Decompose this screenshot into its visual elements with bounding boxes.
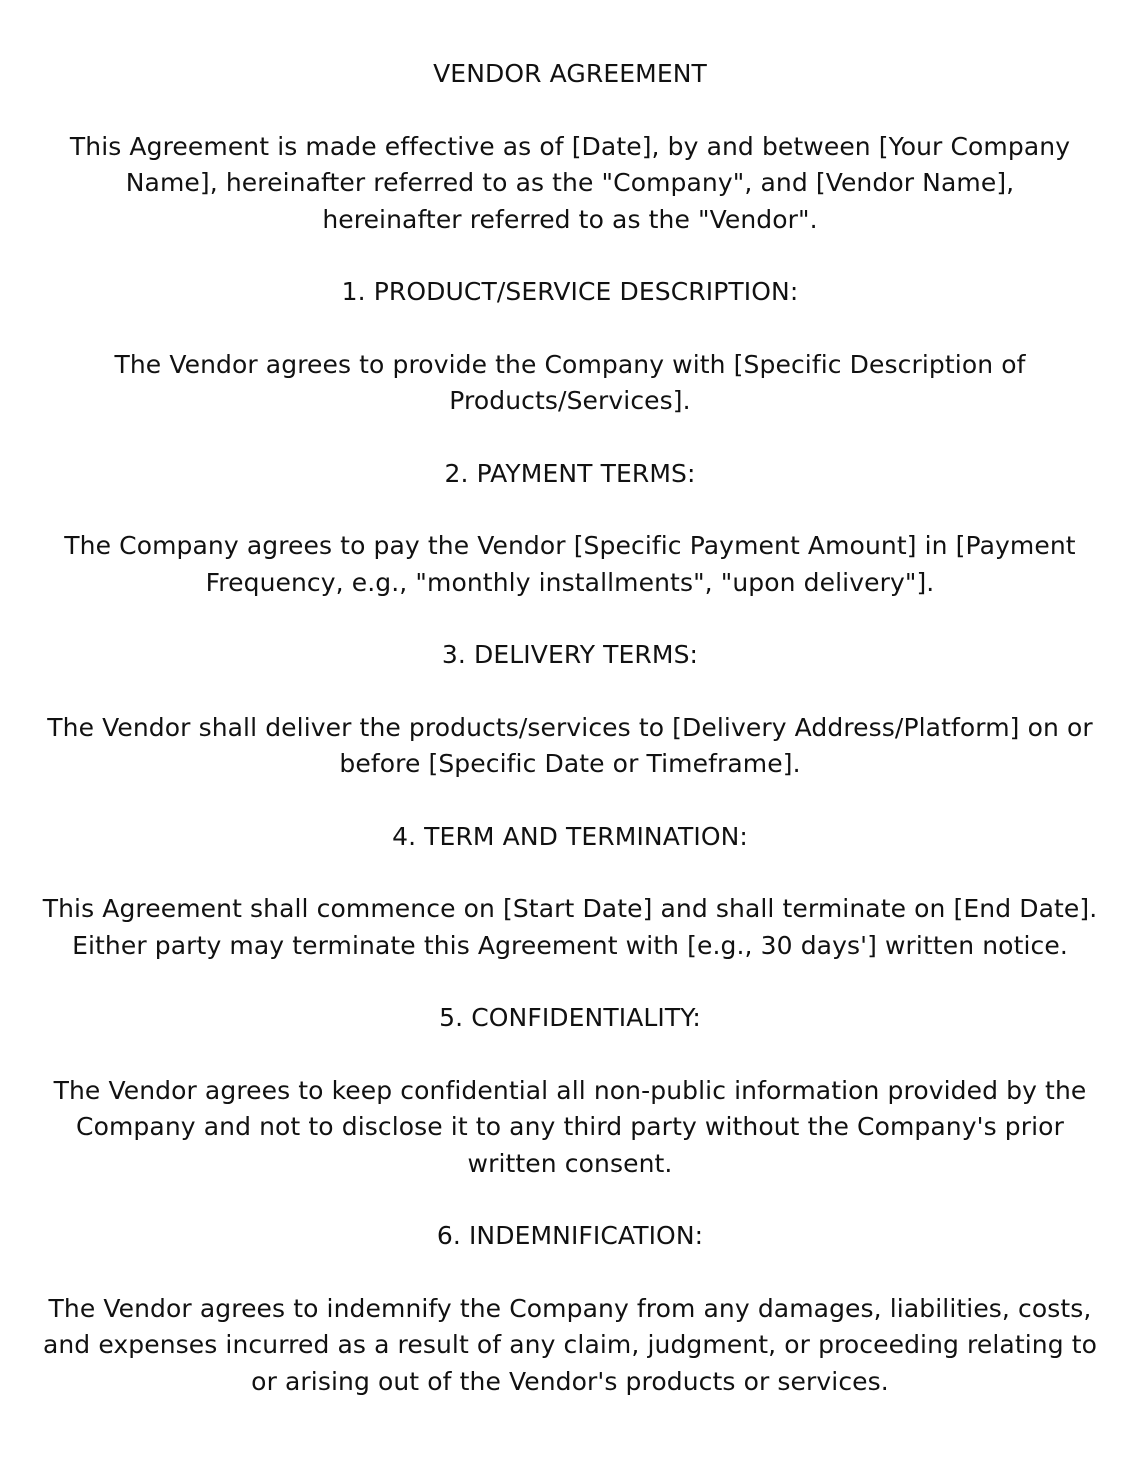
section-heading: 6. INDEMNIFICATION: xyxy=(436,1221,704,1250)
section-body: The Vendor agrees to provide the Company with [Specific Description of Products/Services]. xyxy=(114,349,1026,415)
section-confidentiality xyxy=(0,1000,1140,1182)
section-body: The Company agrees to pay the Vendor [Specific Payment Amount] in [Payment Frequency, e.g., "monthly installments", "upon delivery"]. xyxy=(64,531,1076,597)
section-body: This Agreement shall commence on [Start Date] and shall terminate on [End Date]. Either party may terminate this Agreement with [e.g., 30 days'] written notice. xyxy=(42,894,1098,960)
section-product-service-description xyxy=(0,274,1140,420)
intro-paragraph: This Agreement is made effective as of [Date], by and between [Your Company Name], hereinafter referred to as the "Company", and [Vendor Name], hereinafter referred to as the "Vendor". xyxy=(69,131,1071,234)
section-body: The Vendor shall deliver the products/services to [Delivery Address/Platform] on or before [Specific Date or Timeframe]. xyxy=(47,712,1093,778)
section-term-and-termination xyxy=(0,819,1140,965)
section-heading: 4. TERM AND TERMINATION: xyxy=(392,821,748,851)
section-heading: 2. PAYMENT TERMS: xyxy=(444,458,696,488)
section-body: The Vendor agrees to keep confidential all non-public information provided by the Company and not to disclose it to any third party without the Company's prior written consent. xyxy=(53,1075,1087,1178)
section-payment-terms xyxy=(0,456,1140,602)
section-heading: 5. CONFIDENTIALITY: xyxy=(439,1003,701,1032)
section-heading: 3. DELIVERY TERMS: xyxy=(441,640,699,669)
document-title: VENDOR AGREEMENT xyxy=(433,59,707,88)
section-indemnification xyxy=(0,1218,1140,1400)
section-body: The Vendor agrees to indemnify the Company from any damages, liabilities, costs, and expenses incurred as a result of any claim, judgment, or proceeding relating to or arising out of the Vendor's products or services. xyxy=(42,1293,1098,1396)
section-heading: 1. PRODUCT/SERVICE DESCRIPTION: xyxy=(341,277,799,306)
section-delivery-terms xyxy=(0,637,1140,783)
